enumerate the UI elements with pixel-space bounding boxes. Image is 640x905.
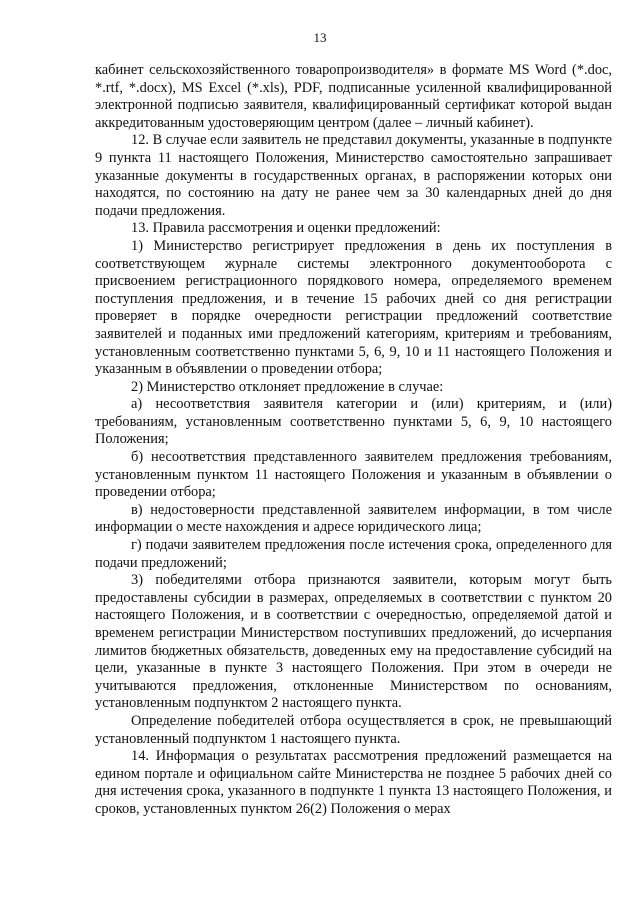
paragraph: 3) победителями отбора признаются заявители, которым могут быть предоставлены субсидии в размерах, определяемых в соответствии с пунктом 20 настоящего Положения, и в соответствии с очередностью, определяемой датой и временем регистрации Министерством поступивших предложений, до исчерпания лимитов бюджетных обязательств, доведенных ему на предоставление субсидий на цели, указанные в пункте 3 настоящего Положения. При этом в очереди не учитываются предложения, отклоненные Министерством по основаниям, установленным подпунктом 2 настоящего пункта. [95,572,612,712]
paragraph: г) подачи заявителем предложения после истечения срока, определенного для подачи предложений; [95,537,612,571]
paragraph: 2) Министерство отклоняет предложение в случае: [131,378,444,395]
page-number: 13 [313,30,327,45]
paragraph: а) несоответствия заявителя категории и (или) критериям, и (или) требованиям, установленным соответственно пунктами 5, 6, 9, 10 настоящего Положения; [95,396,612,448]
paragraph: 14. Информация о результатах рассмотрения предложений размещается на едином портале и официальном сайте Министерства не позднее 5 рабочих дней со дня истечения срока, указанного в подпункте 1 пункта 13 настоящего Положения, и сроков, установленных пунктом 26(2) Положения о мерах [95,748,612,817]
document-body [95,62,612,819]
paragraph: Определение победителей отбора осуществляется в срок, не превышающий установленный подпунктом 1 настоящего пункта. [95,712,612,747]
paragraph: 13. Правила рассмотрения и оценки предложений: [131,220,441,237]
paragraph: б) несоответствия представленного заявителем предложения требованиям, установленным пунктом 11 настоящего Положения и указанным в объявлении о проведении отбора; [95,449,612,501]
paragraph: 12. В случае если заявитель не представил документы, указанные в подпункте 9 пункта 11 настоящего Положения, Министерство самостоятельно запрашивает указанные документы в государственных органах, в распоряжении которых они находятся, по состоянию на дату не ранее чем за 30 календарных дней до дня подачи предложения. [95,132,613,219]
paragraph: 1) Министерство регистрирует предложения в день их поступления в соответствующем журнале системы электронного документооборота с присвоением регистрационного порядкового номера, определяемого временем поступления предложения, и в течение 15 рабочих дней со дня регистрации проверяет в порядке очередности регистрации предложений соответствие заявителей и поданных ими предложений категориям, критериям и требованиям, установленным соответственно пунктами 5, 6, 9, 10 и 11 настоящего Положения и указанным в объявлении о проведении отбора; [95,237,612,378]
paragraph: в) недостоверности представленной заявителем информации, в том числе информации о месте нахождения и адресе юридического лица; [95,501,612,536]
paragraph: кабинет сельскохозяйственного товаропроизводителя» в формате MS Word (*.doc, *.rtf, *.docx), MS Excel (*.xls), PDF, подписанные усиленной квалифицированной электронной подписью заявителя, квалифицированный сертификат которой выдан аккредитованным удостоверяющим центром (далее – личный кабинет). [95,62,612,131]
